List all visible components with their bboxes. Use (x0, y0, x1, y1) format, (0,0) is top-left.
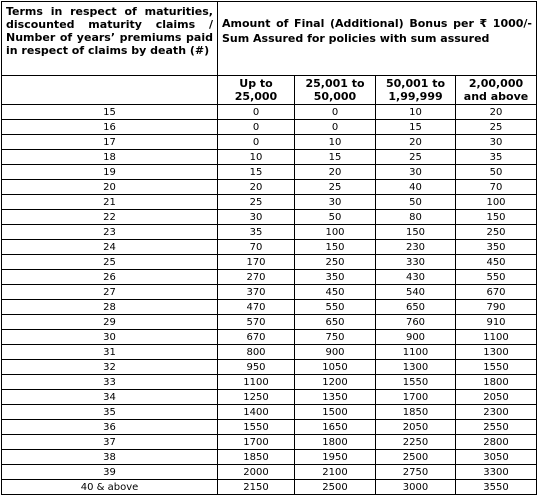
bonus-value-cell: 2050 (376, 420, 456, 435)
bonus-value-cell: 750 (295, 330, 376, 345)
table-row (2, 330, 537, 345)
bonus-value-cell: 3000 (376, 480, 456, 495)
bonus-value-cell: 3050 (456, 450, 537, 465)
bonus-table (1, 1, 537, 495)
term-cell: 16 (2, 120, 218, 135)
bonus-value-cell: 2100 (295, 465, 376, 480)
bonus-value-cell: 1200 (295, 375, 376, 390)
bonus-value-cell: 910 (456, 315, 537, 330)
bonus-value-cell: 20 (376, 135, 456, 150)
term-cell: 34 (2, 390, 218, 405)
bonus-value-cell: 900 (376, 330, 456, 345)
bonus-value-cell: 40 (376, 180, 456, 195)
bonus-value-cell: 2800 (456, 435, 537, 450)
bonus-value-cell: 1050 (295, 360, 376, 375)
bonus-value-cell: 1700 (218, 435, 295, 450)
table-row (2, 360, 537, 375)
bonus-header-suffix: 1000/- Sum Assured for policies with sum assured (222, 17, 532, 45)
table-row (2, 390, 537, 405)
bonus-value-cell: 30 (295, 195, 376, 210)
bonus-value-cell: 1850 (218, 450, 295, 465)
bonus-value-cell: 540 (376, 285, 456, 300)
bonus-value-cell: 0 (295, 120, 376, 135)
bonus-amount-header (218, 2, 537, 76)
term-cell: 33 (2, 375, 218, 390)
bonus-value-cell: 470 (218, 300, 295, 315)
bonus-value-cell: 1300 (376, 360, 456, 375)
subheader-blank-cell (2, 76, 218, 105)
bonus-value-cell: 0 (218, 105, 295, 120)
bonus-value-cell: 20 (295, 165, 376, 180)
term-cell: 38 (2, 450, 218, 465)
bonus-value-cell: 30 (218, 210, 295, 225)
bonus-value-cell: 1300 (456, 345, 537, 360)
bonus-value-cell: 1500 (295, 405, 376, 420)
bonus-value-cell: 1550 (456, 360, 537, 375)
bonus-value-cell: 570 (218, 315, 295, 330)
bonus-value-cell: 350 (456, 240, 537, 255)
bonus-value-cell: 20 (218, 180, 295, 195)
bonus-value-cell: 370 (218, 285, 295, 300)
bonus-value-cell: 1800 (295, 435, 376, 450)
bonus-value-cell: 350 (295, 270, 376, 285)
bonus-value-cell: 2550 (456, 420, 537, 435)
table-row (2, 210, 537, 225)
table-row (2, 315, 537, 330)
bonus-value-cell: 35 (218, 225, 295, 240)
bonus-value-cell: 1100 (376, 345, 456, 360)
bonus-header-prefix: Amount of Final (Additional) Bonus per (222, 17, 480, 30)
bonus-value-cell: 2750 (376, 465, 456, 480)
table-row (2, 300, 537, 315)
table-row (2, 270, 537, 285)
bonus-value-cell: 0 (218, 120, 295, 135)
bonus-value-cell: 170 (218, 255, 295, 270)
bonus-value-cell: 1100 (218, 375, 295, 390)
table-header-row (2, 2, 537, 76)
sum-assured-band-header: Up to 25,000 (218, 76, 295, 105)
bonus-value-cell: 330 (376, 255, 456, 270)
bonus-value-cell: 1350 (295, 390, 376, 405)
rupee-icon: ₹ (479, 17, 488, 30)
bonus-value-cell: 650 (376, 300, 456, 315)
bonus-value-cell: 100 (295, 225, 376, 240)
term-cell: 27 (2, 285, 218, 300)
bonus-value-cell: 15 (295, 150, 376, 165)
bonus-value-cell: 2500 (376, 450, 456, 465)
bonus-value-cell: 450 (295, 285, 376, 300)
bonus-value-cell: 670 (218, 330, 295, 345)
term-cell: 29 (2, 315, 218, 330)
table-row (2, 435, 537, 450)
bonus-value-cell: 0 (218, 135, 295, 150)
term-cell: 36 (2, 420, 218, 435)
bonus-value-cell: 50 (295, 210, 376, 225)
bonus-value-cell: 270 (218, 270, 295, 285)
term-cell: 28 (2, 300, 218, 315)
bonus-value-cell: 900 (295, 345, 376, 360)
bonus-value-cell: 1400 (218, 405, 295, 420)
bonus-value-cell: 25 (376, 150, 456, 165)
term-cell: 35 (2, 405, 218, 420)
sum-assured-band-header: 2,00,000 and above (456, 76, 537, 105)
bonus-value-cell: 15 (376, 120, 456, 135)
term-cell: 21 (2, 195, 218, 210)
bonus-value-cell: 30 (376, 165, 456, 180)
bonus-value-cell: 450 (456, 255, 537, 270)
term-column-header: Terms in respect of maturities, discounted maturity claims / Number of years’ premiums paid in respect of claims by death (#) (2, 2, 218, 76)
bonus-value-cell: 25 (456, 120, 537, 135)
table-row (2, 345, 537, 360)
bonus-value-cell: 2000 (218, 465, 295, 480)
bonus-value-cell: 1950 (295, 450, 376, 465)
bonus-value-cell: 670 (456, 285, 537, 300)
bonus-value-cell: 1800 (456, 375, 537, 390)
bonus-value-cell: 800 (218, 345, 295, 360)
bonus-value-cell: 70 (456, 180, 537, 195)
table-row (2, 375, 537, 390)
bonus-value-cell: 50 (376, 195, 456, 210)
bonus-value-cell: 150 (295, 240, 376, 255)
bonus-value-cell: 1550 (218, 420, 295, 435)
bonus-value-cell: 150 (456, 210, 537, 225)
term-cell: 30 (2, 330, 218, 345)
table-row (2, 285, 537, 300)
table-row (2, 450, 537, 465)
bonus-value-cell: 80 (376, 210, 456, 225)
bonus-value-cell: 20 (456, 105, 537, 120)
bonus-value-cell: 1550 (376, 375, 456, 390)
bonus-value-cell: 250 (295, 255, 376, 270)
bonus-value-cell: 25 (218, 195, 295, 210)
bonus-value-cell: 950 (218, 360, 295, 375)
term-cell: 20 (2, 180, 218, 195)
bonus-value-cell: 550 (295, 300, 376, 315)
table-row (2, 465, 537, 480)
bonus-value-cell: 3300 (456, 465, 537, 480)
table-row (2, 165, 537, 180)
bonus-value-cell: 550 (456, 270, 537, 285)
bonus-value-cell: 35 (456, 150, 537, 165)
bonus-value-cell: 1650 (295, 420, 376, 435)
bonus-value-cell: 2500 (295, 480, 376, 495)
term-cell: 18 (2, 150, 218, 165)
table-row (2, 150, 537, 165)
bonus-value-cell: 25 (295, 180, 376, 195)
bonus-value-cell: 10 (295, 135, 376, 150)
term-cell: 39 (2, 465, 218, 480)
bonus-value-cell: 2150 (218, 480, 295, 495)
table-row (2, 405, 537, 420)
bonus-value-cell: 1250 (218, 390, 295, 405)
bonus-value-cell: 760 (376, 315, 456, 330)
table-subheader-row (2, 76, 537, 105)
bonus-value-cell: 1850 (376, 405, 456, 420)
bonus-table-container (1, 1, 537, 495)
table-row (2, 225, 537, 240)
bonus-value-cell: 10 (376, 105, 456, 120)
bonus-value-cell: 0 (295, 105, 376, 120)
bonus-value-cell: 3550 (456, 480, 537, 495)
table-row (2, 255, 537, 270)
bonus-value-cell: 15 (218, 165, 295, 180)
table-row (2, 420, 537, 435)
table-row (2, 105, 537, 120)
table-row (2, 120, 537, 135)
bonus-value-cell: 790 (456, 300, 537, 315)
bonus-value-cell: 430 (376, 270, 456, 285)
term-cell: 24 (2, 240, 218, 255)
term-cell: 25 (2, 255, 218, 270)
bonus-value-cell: 10 (218, 150, 295, 165)
bonus-value-cell: 2250 (376, 435, 456, 450)
table-row (2, 180, 537, 195)
bonus-value-cell: 100 (456, 195, 537, 210)
bonus-value-cell: 650 (295, 315, 376, 330)
bonus-value-cell: 2300 (456, 405, 537, 420)
term-cell: 22 (2, 210, 218, 225)
bonus-value-cell: 250 (456, 225, 537, 240)
bonus-value-cell: 70 (218, 240, 295, 255)
term-cell: 23 (2, 225, 218, 240)
term-cell: 37 (2, 435, 218, 450)
term-cell: 31 (2, 345, 218, 360)
term-cell: 32 (2, 360, 218, 375)
term-cell: 40 & above (2, 480, 218, 495)
term-cell: 26 (2, 270, 218, 285)
sum-assured-band-header: 25,001 to 50,000 (295, 76, 376, 105)
bonus-value-cell: 2050 (456, 390, 537, 405)
table-row (2, 240, 537, 255)
table-body (2, 105, 537, 495)
term-cell: 15 (2, 105, 218, 120)
sum-assured-band-header: 50,001 to 1,99,999 (376, 76, 456, 105)
bonus-value-cell: 50 (456, 165, 537, 180)
table-row (2, 135, 537, 150)
term-cell: 19 (2, 165, 218, 180)
bonus-value-cell: 1700 (376, 390, 456, 405)
table-row (2, 480, 537, 495)
table-row (2, 195, 537, 210)
bonus-value-cell: 230 (376, 240, 456, 255)
bonus-value-cell: 150 (376, 225, 456, 240)
bonus-value-cell: 30 (456, 135, 537, 150)
term-cell: 17 (2, 135, 218, 150)
bonus-value-cell: 1100 (456, 330, 537, 345)
